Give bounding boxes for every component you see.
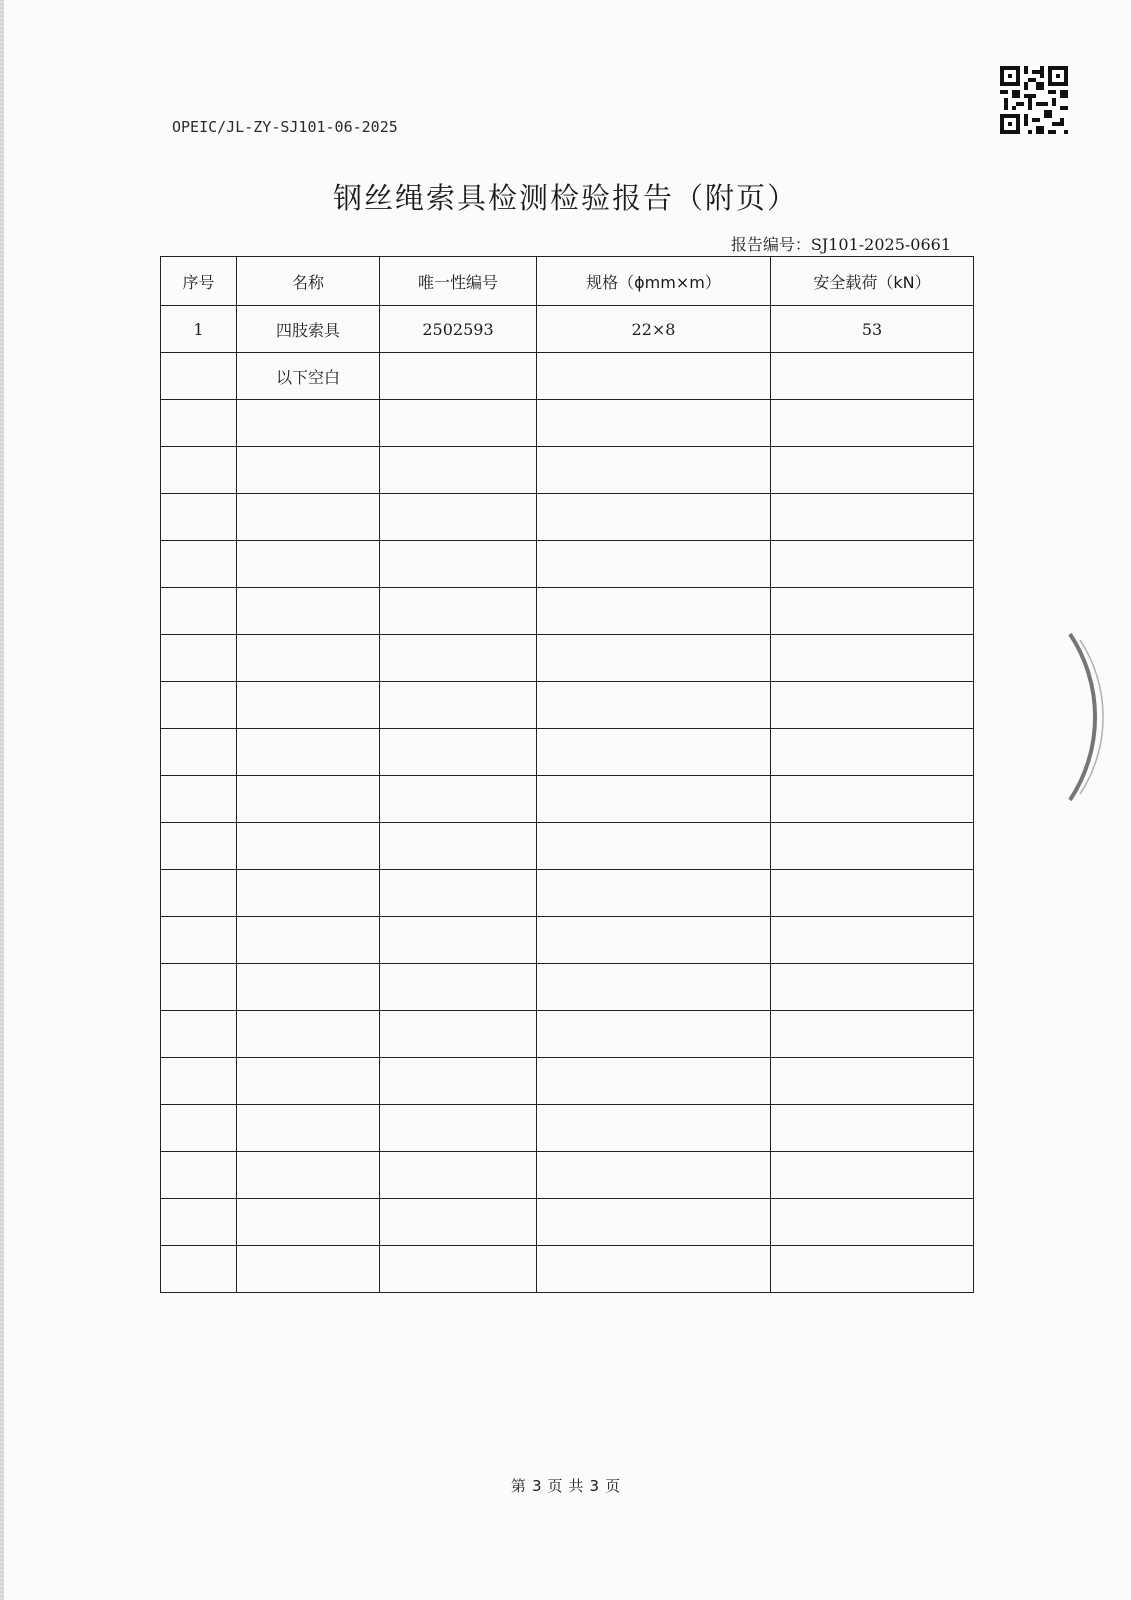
table-cell-serial (161, 870, 237, 917)
table-cell-spec (537, 635, 771, 682)
table-cell-unique-id (380, 1011, 537, 1058)
table-cell-spec (537, 870, 771, 917)
table-row (161, 400, 974, 447)
table-cell-name (237, 1058, 380, 1105)
table-cell-serial (161, 964, 237, 1011)
footer-total-prefix: 共 (568, 1477, 584, 1495)
table-cell-spec (537, 353, 771, 400)
table-row (161, 917, 974, 964)
column-header-serial: 序号 (161, 257, 237, 306)
footer-page-number: 3 (531, 1477, 542, 1495)
footer-prefix: 第 (510, 1477, 526, 1495)
table-cell-name (237, 917, 380, 964)
table-row (161, 588, 974, 635)
table-cell-unique-id (380, 1152, 537, 1199)
table-cell-serial (161, 588, 237, 635)
table-row (161, 635, 974, 682)
table-cell-spec (537, 776, 771, 823)
table-cell-unique-id (380, 870, 537, 917)
table-row (161, 682, 974, 729)
table-cell-safe-load (771, 1246, 974, 1293)
table-cell-safe-load (771, 494, 974, 541)
table-cell-safe-load (771, 917, 974, 964)
table-cell-safe-load (771, 541, 974, 588)
table-cell-unique-id (380, 964, 537, 1011)
column-header-spec: 规格（ϕmm×m） (537, 257, 771, 306)
table-row (161, 729, 974, 776)
table-cell-spec (537, 588, 771, 635)
table-row (161, 447, 974, 494)
table-body (161, 306, 974, 1293)
table-cell-safe-load (771, 635, 974, 682)
table-cell-serial (161, 447, 237, 494)
table-cell-serial (161, 353, 237, 400)
table-cell-safe-load (771, 1058, 974, 1105)
table-cell-unique-id (380, 353, 537, 400)
table-cell-serial (161, 776, 237, 823)
table-cell-unique-id (380, 1199, 537, 1246)
table-cell-name (237, 400, 380, 447)
table-cell-name (237, 494, 380, 541)
column-header-safe-load: 安全载荷（kN） (771, 257, 974, 306)
table-cell-unique-id (380, 729, 537, 776)
table-row (161, 353, 974, 400)
table-cell-unique-id (380, 541, 537, 588)
table-cell-name (237, 1152, 380, 1199)
table-cell-name (237, 1199, 380, 1246)
table-cell-serial (161, 494, 237, 541)
document-code: OPEIC/JL-ZY-SJ101-06-2025 (172, 118, 398, 136)
table-cell-unique-id (380, 1058, 537, 1105)
table-cell-serial (161, 682, 237, 729)
footer-total-pages: 3 (589, 1477, 600, 1495)
table-cell-unique-id (380, 917, 537, 964)
table-cell-name: 四肢索具 (237, 306, 380, 353)
table-cell-safe-load (771, 776, 974, 823)
table-cell-safe-load (771, 682, 974, 729)
table-cell-name (237, 541, 380, 588)
table-cell-serial (161, 400, 237, 447)
table-cell-unique-id (380, 1246, 537, 1293)
table-row (161, 776, 974, 823)
table-cell-unique-id (380, 494, 537, 541)
table-row (161, 541, 974, 588)
table-cell-serial (161, 917, 237, 964)
table-cell-unique-id (380, 635, 537, 682)
table-cell-spec (537, 1011, 771, 1058)
table-cell-name (237, 729, 380, 776)
table-cell-name (237, 1246, 380, 1293)
table-cell-unique-id (380, 1105, 537, 1152)
table-cell-unique-id: 2502593 (380, 306, 537, 353)
table-cell-unique-id (380, 823, 537, 870)
table-cell-unique-id (380, 682, 537, 729)
table-cell-spec (537, 1105, 771, 1152)
table-row (161, 1199, 974, 1246)
table-row (161, 1246, 974, 1293)
qr-code-icon (1000, 66, 1068, 134)
company-seal-stamp (1040, 622, 1131, 812)
footer-page-unit: 页 (547, 1477, 563, 1495)
table-cell-spec: 22×8 (537, 306, 771, 353)
table-cell-safe-load (771, 353, 974, 400)
scan-edge (0, 0, 4, 1600)
footer-total-unit: 页 (605, 1477, 621, 1495)
table-cell-name (237, 870, 380, 917)
table-cell-spec (537, 400, 771, 447)
column-header-unique-id: 唯一性编号 (380, 257, 537, 306)
report-number (731, 232, 951, 255)
table-cell-serial (161, 635, 237, 682)
table-cell-name (237, 776, 380, 823)
table-header-row (161, 257, 974, 306)
table-cell-safe-load (771, 729, 974, 776)
table-cell-serial (161, 1152, 237, 1199)
table-cell-serial (161, 1199, 237, 1246)
table-cell-spec (537, 494, 771, 541)
table-row (161, 1058, 974, 1105)
table-cell-name (237, 447, 380, 494)
table-cell-safe-load (771, 1199, 974, 1246)
table-row (161, 1105, 974, 1152)
table-cell-serial (161, 729, 237, 776)
table-cell-name (237, 635, 380, 682)
report-number-value: SJ101-2025-0661 (810, 235, 951, 254)
table-row (161, 870, 974, 917)
table-cell-serial (161, 1058, 237, 1105)
table-cell-serial (161, 541, 237, 588)
report-number-label: 报告编号： (730, 235, 811, 254)
table-cell-safe-load (771, 400, 974, 447)
table-cell-serial (161, 1105, 237, 1152)
table-cell-spec (537, 447, 771, 494)
table-cell-name (237, 964, 380, 1011)
table-cell-serial (161, 823, 237, 870)
table-cell-spec (537, 541, 771, 588)
table-cell-spec (537, 1246, 771, 1293)
table-row (161, 823, 974, 870)
table-cell-spec (537, 1058, 771, 1105)
table-row (161, 1152, 974, 1199)
table-cell-safe-load (771, 447, 974, 494)
table-cell-name (237, 1105, 380, 1152)
table-cell-unique-id (380, 447, 537, 494)
table-cell-name (237, 682, 380, 729)
table-cell-safe-load (771, 1011, 974, 1058)
table-cell-safe-load (771, 964, 974, 1011)
table-cell-unique-id (380, 400, 537, 447)
table-cell-safe-load (771, 1152, 974, 1199)
table-cell-serial (161, 1011, 237, 1058)
table-cell-safe-load (771, 1105, 974, 1152)
table-cell-serial: 1 (161, 306, 237, 353)
table-cell-name (237, 1011, 380, 1058)
table-cell-name (237, 823, 380, 870)
table-cell-spec (537, 964, 771, 1011)
table-cell-spec (537, 682, 771, 729)
specimen-table (160, 256, 974, 1293)
table-row (161, 306, 974, 353)
column-header-name: 名称 (237, 257, 380, 306)
table-cell-spec (537, 1152, 771, 1199)
table-cell-spec (537, 729, 771, 776)
table-cell-serial (161, 1246, 237, 1293)
table-cell-spec (537, 917, 771, 964)
table-cell-safe-load (771, 870, 974, 917)
table-row (161, 494, 974, 541)
table-cell-unique-id (380, 776, 537, 823)
table-cell-unique-id (380, 588, 537, 635)
table-row (161, 1011, 974, 1058)
table-cell-safe-load: 53 (771, 306, 974, 353)
table-cell-name: 以下空白 (237, 353, 380, 400)
table-row (161, 964, 974, 1011)
table-cell-safe-load (771, 823, 974, 870)
page-title: 钢丝绳索具检测检验报告（附页） (332, 181, 798, 215)
table-cell-spec (537, 1199, 771, 1246)
table-cell-name (237, 588, 380, 635)
table-cell-spec (537, 823, 771, 870)
page-footer (0, 1475, 1131, 1496)
table-cell-safe-load (771, 588, 974, 635)
